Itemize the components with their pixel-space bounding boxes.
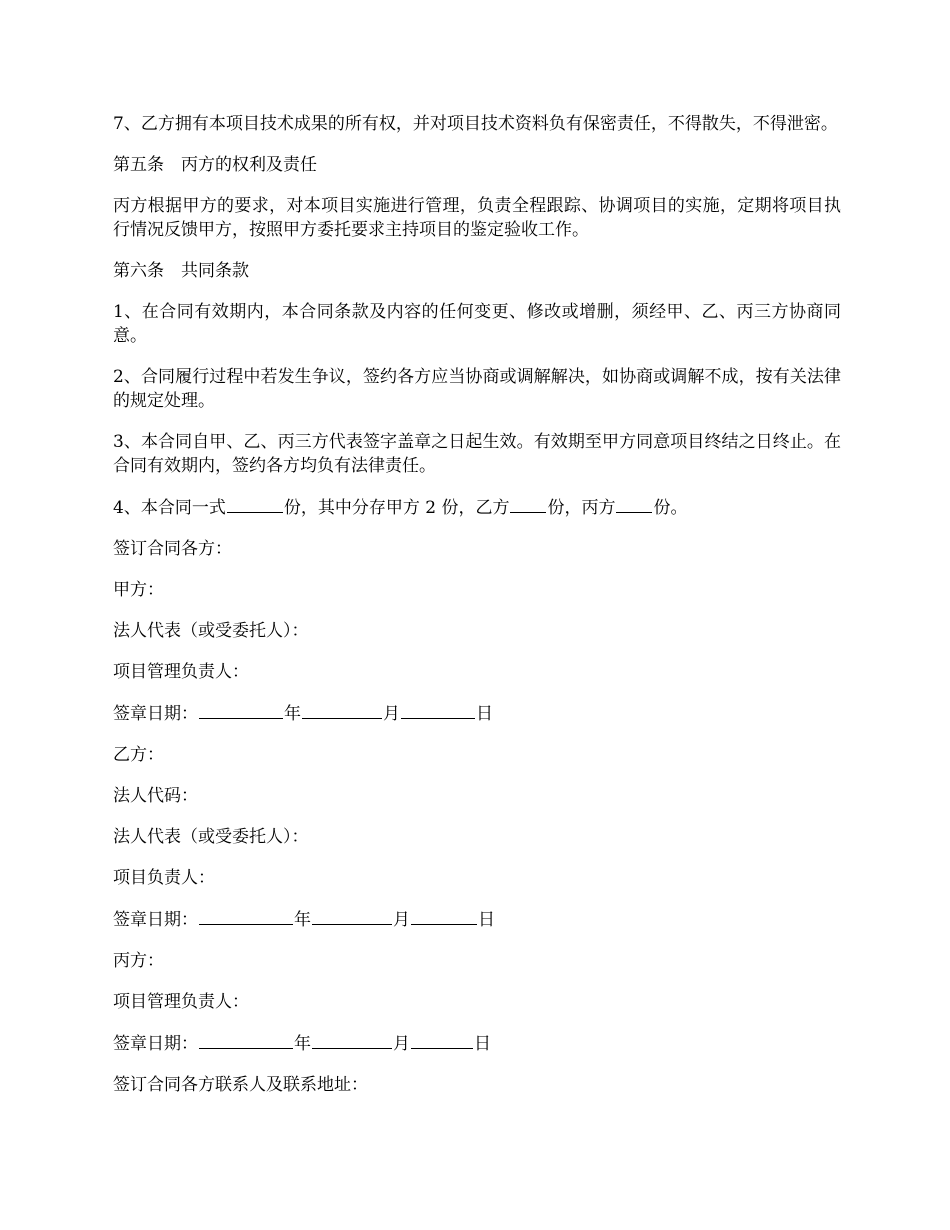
month-label: 月 [393,1034,410,1054]
month-blank [302,701,382,719]
copies-total-blank [227,495,283,513]
item-4-text-d: 份。 [653,498,688,518]
date-label: 签章日期： [113,704,198,724]
item-4-text-b: 份，其中分存甲方 2 份，乙方 [283,498,510,518]
article-6-item-3: 3、本合同自甲、乙、丙三方代表签字盖章之日起生效。有效期至甲方同意项目终结之日终止。在合同有效期内，签约各方均负有法律责任。 [113,432,841,476]
year-blank [199,907,293,925]
item-4-text-a: 4、本合同一式 [113,498,226,518]
party-a-label: 甲方： [113,580,164,600]
party-c-project-manager: 项目管理负责人： [113,992,249,1012]
party-a-project-manager: 项目管理负责人： [113,662,249,682]
day-label: 日 [474,1034,491,1054]
article-6-item-1: 1、在合同有效期内，本合同条款及内容的任何变更、修改或增删，须经甲、乙、丙三方协商同意。 [113,302,841,346]
date-label: 签章日期： [113,1034,198,1054]
party-b-label: 乙方： [113,745,164,765]
party-b-legal-code: 法人代码： [113,786,198,806]
copies-party-c-blank [616,495,652,513]
party-c-sign-date [113,1031,841,1056]
party-c-label: 丙方： [113,951,164,971]
party-a-legal-rep: 法人代表（或受委托人）： [113,621,309,641]
year-label: 年 [284,704,301,724]
party-b-sign-date [113,907,841,932]
day-label: 日 [478,910,495,930]
party-b-legal-rep: 法人代表（或受委托人）： [113,827,309,847]
clause-item-7: 7、乙方拥有本项目技术成果的所有权，并对项目技术资料负有保密责任，不得散失，不得泄密。 [113,114,838,134]
article-6-heading: 第六条 共同条款 [113,261,249,281]
year-label: 年 [294,910,311,930]
article-6-item-2: 2、合同履行过程中若发生争议，签约各方应当协商或调解解决，如协商或调解不成，按有关法律的规定处理。 [113,367,841,411]
article-5-body: 丙方根据甲方的要求，对本项目实施进行管理，负责全程跟踪、协调项目的实施，定期将项目执行情况反馈甲方，按照甲方委托要求主持项目的鉴定验收工作。 [113,196,841,240]
month-label: 月 [383,704,400,724]
day-blank [401,701,475,719]
month-blank [312,1031,392,1049]
contacts-heading: 签订合同各方联系人及联系地址： [113,1075,368,1095]
day-label: 日 [476,704,493,724]
month-blank [312,907,392,925]
year-blank [199,1031,293,1049]
date-label: 签章日期： [113,910,198,930]
article-6-item-4 [113,495,841,520]
year-label: 年 [294,1034,311,1054]
signing-parties-heading: 签订合同各方： [113,539,232,559]
article-5-heading: 第五条 丙方的权利及责任 [113,155,317,175]
day-blank [411,907,477,925]
day-blank [411,1031,473,1049]
party-b-project-lead: 项目负责人： [113,868,215,888]
month-label: 月 [393,910,410,930]
party-a-sign-date [113,701,841,726]
document-body [113,112,841,1114]
item-4-text-c: 份，丙方 [547,498,616,518]
year-blank [199,701,283,719]
copies-party-b-blank [510,495,546,513]
